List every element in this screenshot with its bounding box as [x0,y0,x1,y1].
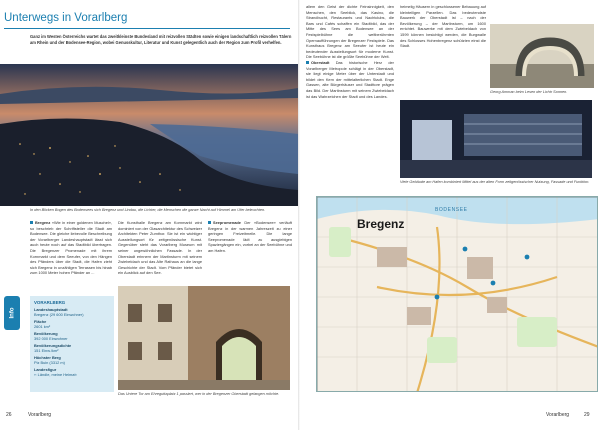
info-label: Höchster Berg [34,355,61,360]
text-column-1 [306,4,394,99]
info-value: 151 Einw./km² [34,348,59,353]
info-tab: Info [4,296,20,330]
text-column-2 [118,220,202,276]
section-marker-icon [306,61,309,64]
info-value: Piz Buin (3312 m) [34,360,65,365]
info-label: Bevölkerung [34,331,58,336]
info-label: Landeshauptstadt [34,307,68,312]
info-value: Bregenz (29 600 Einwohner) [34,312,84,317]
column-text: Das historische Herz der Vorarlberger Metropole schlägt in der Oberstadt, sie liegt einige Meter über der Unterstadt und bildet den Kern der mittelalterlichen Stadt. Enge Gassen, alte Bürgerhäuser und Stadttore prägen das Bild. Der Martinsturm mit seinem Zwiebeldach ist das Wahrzeichen der Stadt und des Landes. [306,59,394,99]
info-label: Fläche [34,319,47,324]
column-text: Der «Bodensee» verläuft Bregenz in der warmen Jahreszeit zu einer geringen Freizeitmeile. Die lange Seepromenade lädt zu ausgiebigen Spaziergängen ein, vorbei an der Seebühne und am Hafen. [208,220,292,253]
column-text: «Wie in einer goldenen Muschel», so beschrieb der Schriftsteller die Stadt am Bodensee. Die gleiche liebevolle Beschreibung der Vorarlberger Landeshauptstadt lässt sich auch heute noch auf das Stadtbild übertragen. Die Bregenzer Promenade mit ihrem Kornmarkt und dem Seeufer, von den Hängen des Pfänders über die Stadt, die Hafen zieht sich Bregenz in unzähligen Terrassen bis hinab zum 1000 Meter hohen Pfänder an ... [30,220,112,276]
map-city-label: Bregenz [357,217,405,231]
column-text: Die Kunsthalle Bregenz am Kornmarkt wird dominiert von der Glasarchitektur des Schweizer Architekten Peter Zumthor. Sie ist ein wichtiger Ausstellungsort für zeitgenössische Kunst. Gegenüber steht das Vorarlberg Museum mit seiner ungewöhnlichen Fassade. In der Oberstadt erinnern der Martinsturm mit seinem Zwiebeldach und das Alte Rathaus an die lange Geschichte der Stadt. Vom Pfänder bietet sich ein Ausblick auf den See. [118,220,202,276]
text-column-1 [30,220,112,276]
map-lake-label: BODENSEE [435,207,468,213]
info-label: Bevölkerungsdichte [34,343,72,348]
info-value: 2601 km² [34,324,51,329]
info-label: Landesfigur [34,367,57,372]
text-column-2 [400,4,486,49]
running-footer: Vorarlberg [546,412,570,418]
right-page [300,0,600,430]
info-box-heading: VORARLBERG [34,300,66,305]
kunsthaus-night-photo [400,100,592,178]
column-text: heimelig Häusern in geschlossener Bebauung auf kleinteiligen Parzellen. Das bedeutendste Bauwerk der Oberstadt ist – nach der Bevölkerung – der Martinsturm, um 1600 errichtet. Bauwerke mit dem Zwiebeldach von 1599 können besichtigt werden, die Burgwalle des Schlosses Hohenbregenz schützten einst die Stadt. [400,4,486,49]
info-value: 392 000 Einwohner [34,336,68,341]
bregenz-city-map [316,196,598,392]
photo-caption-kunsthaus: Viele Gebäude am Hafen kombiniert Mittel aus der alten Form zeitgenössischer Nutzung, Fassade und Funktion. [400,180,590,184]
text-column-3 [208,220,292,254]
section-heading: Seepromenade [213,220,241,225]
title-rule [4,28,290,29]
page-number: 26 [6,412,12,418]
light-sculpture-photo [490,24,594,88]
running-footer: Vorarlberg [28,412,52,418]
photo-caption: In den Blicken Bogen des Bodensees sich Bregenz und Lindau, die Lichter, die Menschen die ganze Nacht auf Himmel am Ufer beleuchten. [30,208,266,212]
page-number: 29 [584,412,590,418]
bregenz-night-photo [0,64,298,206]
photo-caption-gate: Das Untere Tor am Ehreguttaplatz 1 passiert, wer in der Bregenzer Oberstadt gelangen möchte. [118,392,280,396]
section-heading: Bregenz [35,220,51,225]
photo-caption-sculpture: Georg Amman beim Lesen der Lichtr Sonnen. [490,90,568,94]
page-title: Unterwegs in Vorarlberg [4,12,128,24]
column-text: allem den Geist der dichte Feinsinnigkeit, den Menschen, den Seeblick, das Kasino, die Strandbucht, Restaurants und Nachtclubs, die Bars und Cafés schaffen ein Stadtbild, das der Mitte des Sees am Bodensee an der Festspielbühne die weltberühmten Opernaufführungen der Bregenzer Festspiele. Das Kunsthaus Bregenz am Seeufer ist heute ein bedeutender Ausstellungsort für moderne Kunst. Die Seebühne ist die größte Seebühne der Welt. [306,4,394,60]
intro-paragraph: Ganz im Westen Österreichs wartet das zweitkleinste Bundesland mit reizvollen Städten sowie einigen landschaftlich reizvollen Tälern am Rhein und der Bodensee-Region, wobei Genusskultur, Literatur und Kunst gelegentlich auch der Region zum Profil verhelfen. [30,34,292,46]
section-heading: Oberstadt [311,59,330,65]
info-value: ›‹ Ländle, meine Heimat‹ [34,372,77,377]
oberstadt-gate-photo [118,286,290,390]
section-marker-icon [30,221,33,224]
info-box [30,296,114,392]
section-marker-icon [208,221,211,224]
